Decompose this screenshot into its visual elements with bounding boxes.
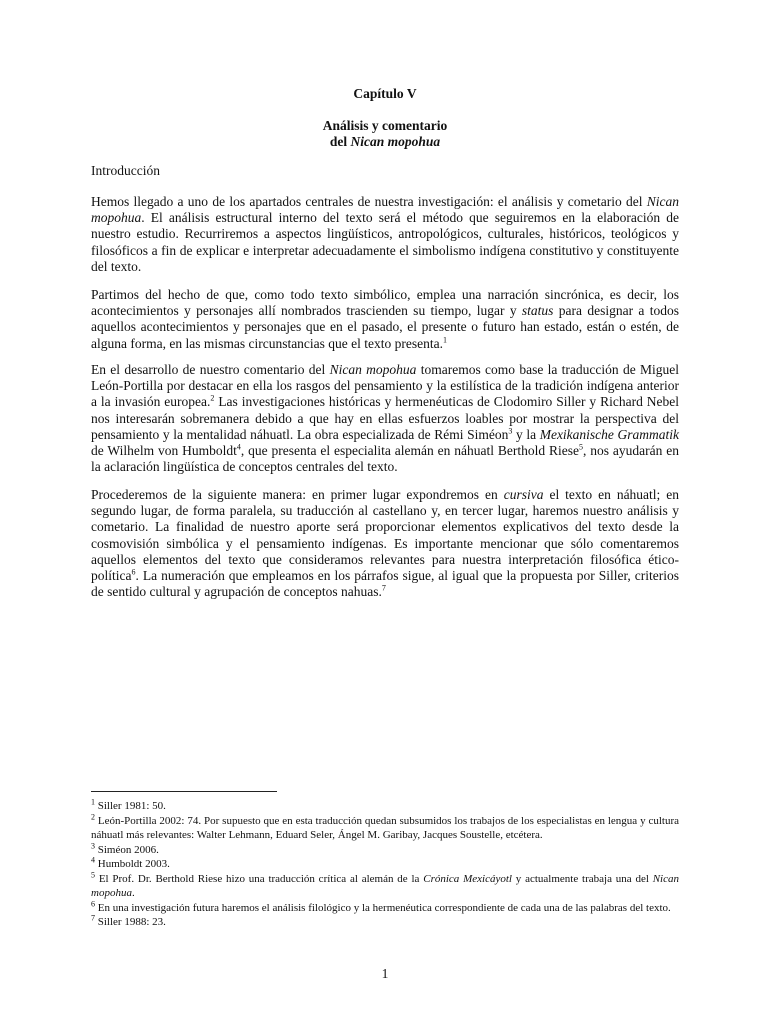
paragraph-2 xyxy=(91,287,679,352)
footnote-7 xyxy=(91,915,679,930)
chapter-title: Capítulo V xyxy=(353,86,417,101)
footnote-text: Siller 1981: 50. xyxy=(97,800,166,812)
p1-italic: Nican mopohua xyxy=(91,194,680,226)
p3-text-d: Las investigaciones históricas y hermenéuticas de Clodomiro Siller y Richard Nebel nos interesarán sobremanera debido a que hay en ellas esfuerzos loables por mostrar la perspectiva del pensamiento y la mentalidad náhuatl. La obra especializada de Rémi Siméon xyxy=(91,394,680,442)
section-title-prefix: del xyxy=(329,134,348,149)
p4-italic: cursiva xyxy=(503,487,544,502)
p3-italic-2: Mexikanische Grammatik xyxy=(539,426,680,442)
p2-italic: status xyxy=(521,303,554,319)
footnote-divider xyxy=(91,791,277,792)
p3-text-c: tomaremos como base la traducción de Miguel León-Portilla por destacar en ella los rasgos del pensamiento y la estilística de la tradición indígena anterior a la invasión europea. xyxy=(91,362,680,410)
section-title xyxy=(91,118,679,150)
footnote-text: En una investigación futura haremos el análisis filológico y la hermenéutica correspondiente de cada una de las palabras del texto. xyxy=(97,901,671,914)
footnote-number: 2 xyxy=(91,811,95,821)
footnote-number: 6 xyxy=(91,898,95,908)
p2-text-c: para designar a todos aquellos acontecimientos y personajes que en el pasado, el presente o futuro han estado, están o estén, de alguna forma, en las mismas circunstancias que el texto presenta. xyxy=(91,303,680,351)
footnote-text: León-Portilla 2002: 74. Por supuesto que en esta traducción quedan subsumidos los trabajos de los especialistas en lengua y cultura náhuatl más relevantes: Walter Lehmann, Eduard Seler, Ángel M. Garibay, Jacques Soustelle, etcétera. xyxy=(91,814,679,841)
footnote-number: 3 xyxy=(91,840,95,850)
p2-text-a: Partimos del hecho de que, como todo texto simbólico, emplea una narración sincrónica, es decir, los acontecimientos y personajes allí nombrados trascienden su tiempo, lugar y xyxy=(91,287,679,319)
p3-text-a: En el desarrollo de nuestro comentario del xyxy=(91,362,326,377)
page-number: 1 xyxy=(381,966,389,981)
footnote-ref-7[interactable]: 7 xyxy=(381,583,386,593)
footnote-number: 5 xyxy=(91,869,95,879)
p3-text-i: , nos ayudarán en la aclaración lingüística de conceptos centrales del texto. xyxy=(91,443,679,475)
footnote-number: 7 xyxy=(91,913,95,923)
p3-italic: Nican mopohua xyxy=(329,362,417,377)
intro-heading: Introducción xyxy=(91,163,160,178)
p3-text-e: y la xyxy=(515,426,537,442)
p4-text-c: el texto en náhuatl; en segundo lugar, de forma paralela, su traducción al castellano y, en tercer lugar, haremos nuestro análisis y cometario. La finalidad de nuestro aporte será proporcionar elementos explicativos del texto desde la cosmovisión simbólica y el pensamiento indígenas. Es importante mencionar que sólo comentaremos aquellos elementos del texto que consideramos relevantes para nuestra interpretación filosófica ético-política xyxy=(91,487,680,584)
paragraph-3 xyxy=(91,362,679,475)
footnote-5 xyxy=(91,869,679,901)
footnote-text: Siméon 2006. xyxy=(97,843,159,856)
footnote-2 xyxy=(91,811,679,843)
p4-text-a: Procederemos de la siguiente manera: en primer lugar expondremos en xyxy=(91,487,498,502)
footnotes xyxy=(91,799,679,930)
footnote-ref-1[interactable]: 1 xyxy=(443,335,448,345)
footnote-text: El Prof. Dr. Berthold Riese hizo una traducción crítica al alemán de la xyxy=(98,872,420,885)
footnote-ref-5[interactable]: 5 xyxy=(579,442,584,452)
section-title-line2 xyxy=(91,134,679,150)
footnote-text: Humboldt 2003. xyxy=(97,858,170,870)
footnote-number: 1 xyxy=(91,797,95,807)
footnote-6 xyxy=(91,898,679,916)
paragraph-1 xyxy=(91,194,679,275)
footnote-4 xyxy=(91,857,679,872)
p3-text-g: de Wilhelm von Humboldt xyxy=(91,443,237,459)
p1-text-a: Hemos llegado a uno de los apartados centrales de nuestra investigación: el análisis y cometario del xyxy=(91,194,643,209)
footnote-italic: Nican mopohua xyxy=(91,872,679,899)
footnote-italic: Crónica Mexicáyotl xyxy=(423,872,512,885)
footnote-3 xyxy=(91,840,679,858)
footnote-ref-2[interactable]: 2 xyxy=(210,393,215,403)
footnote-ref-6[interactable]: 6 xyxy=(131,567,136,577)
p4-text-d: . La numeración que empleamos en los párrafos sigue, al igual que la propuesta por Siller, criterios de sentido cultural y agrupación de conceptos nahuas. xyxy=(91,568,679,600)
paragraph-4 xyxy=(91,487,679,600)
footnote-1 xyxy=(91,799,679,814)
footnote-text: . xyxy=(131,887,135,899)
footnote-ref-4[interactable]: 4 xyxy=(236,442,241,452)
section-title-italic: Nican mopohua xyxy=(350,134,441,149)
p1-text-c: . El análisis estructural interno del texto será el método que seguiremos en la elaboración de nuestro estudio. Recurriremos a aspectos lingüísticos, antropológicos, culturales, históricos, teológicos y filosóficos a fin de explicar e interpretar adecuadamente el simbolismo indígena constitutivo y constituyente del texto. xyxy=(91,210,679,274)
footnote-text: y actualmente trabaja una del xyxy=(515,872,649,885)
section-title-line1: Análisis y comentario xyxy=(322,118,448,133)
p3-text-h: , que presenta el especialita alemán en náhuatl Berthold Riese xyxy=(240,443,580,459)
footnote-ref-3[interactable]: 3 xyxy=(508,426,513,436)
footnote-number: 4 xyxy=(91,855,95,865)
footnote-text: Siller 1988: 23. xyxy=(97,916,166,928)
